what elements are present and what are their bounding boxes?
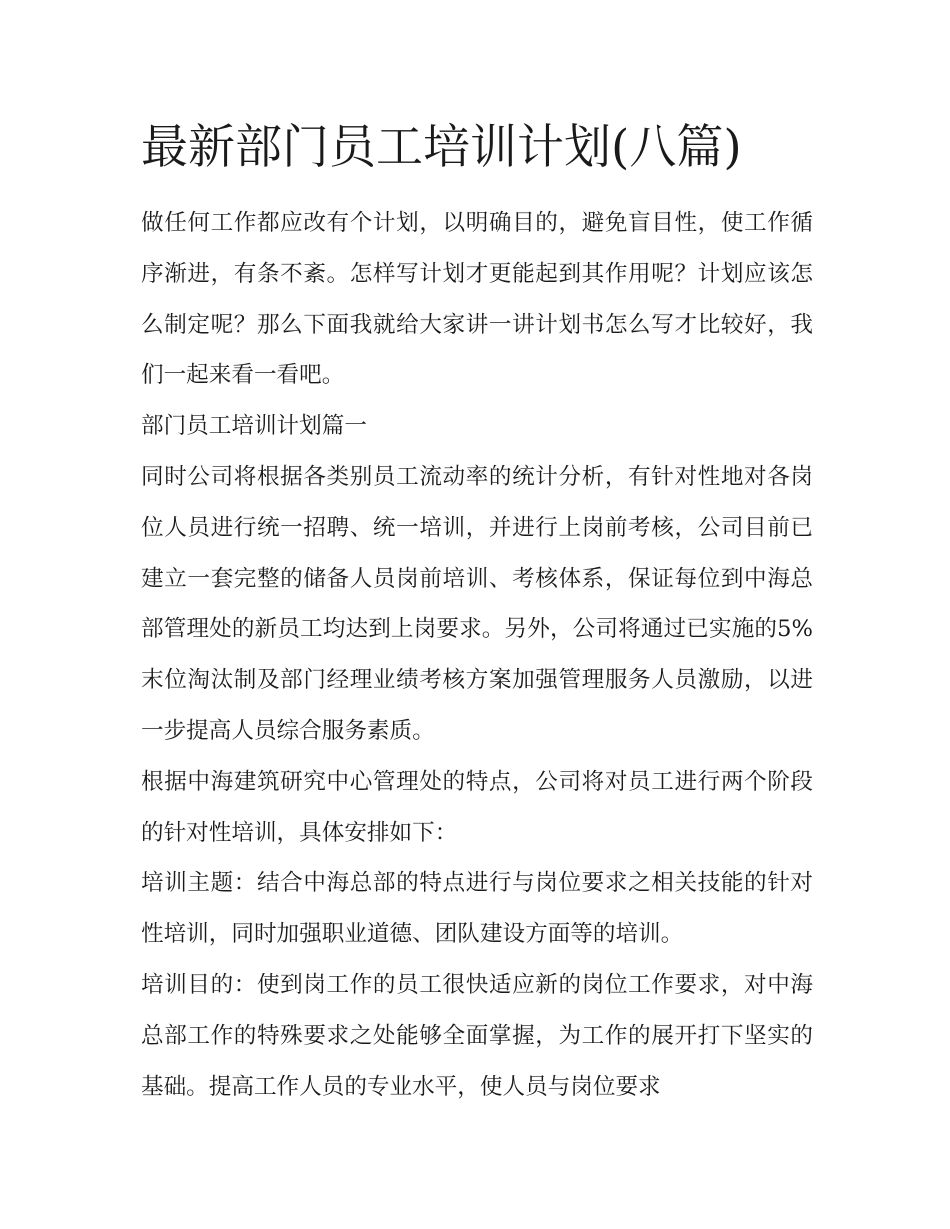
intro-paragraph: 做任何工作都应改有个计划，以明确目的，避免盲目性，使工作循序渐进，有条不紊。怎样写计划才更能起到其作用呢？计划应该怎么制定呢？那么下面我就给大家讲一讲计划书怎么写才比较好，我们一起来看一看吧。 [141,210,813,389]
body-paragraph: 根据中海建筑研究中心管理处的特点，公司将对员工进行两个阶段的针对性培训，具体安排如下： [141,768,813,846]
body-paragraph: 培训主题：结合中海总部的特点进行与岗位要求之相关技能的针对性培训，同时加强职业道德、团队建设方面等的培训。 [141,870,813,948]
document-page [141,112,813,1112]
document-title: 最新部门员工培训计划(八篇) [141,120,742,175]
section-heading: 部门员工培训计划篇一 [141,413,367,440]
body-paragraph: 同时公司将根据各类别员工流动率的统计分析，有针对性地对各岗位人员进行统一招聘、统一培训，并进行上岗前考核，公司目前已建立一套完整的储备人员岗前培训、考核体系，保证每位到中海总部管理处的新员工均达到上岗要求。另外，公司将通过已实施的5%末位淘汰制及部门经理业绩考核方案加强管理服务人员激励，以进一步提高人员综合服务素质。 [141,463,813,744]
body-paragraph: 培训目的：使到岗工作的员工很快适应新的岗位工作要求，对中海总部工作的特殊要求之处能够全面掌握，为工作的展开打下坚实的基础。提高工作人员的专业水平，使人员与岗位要求 [141,971,813,1100]
